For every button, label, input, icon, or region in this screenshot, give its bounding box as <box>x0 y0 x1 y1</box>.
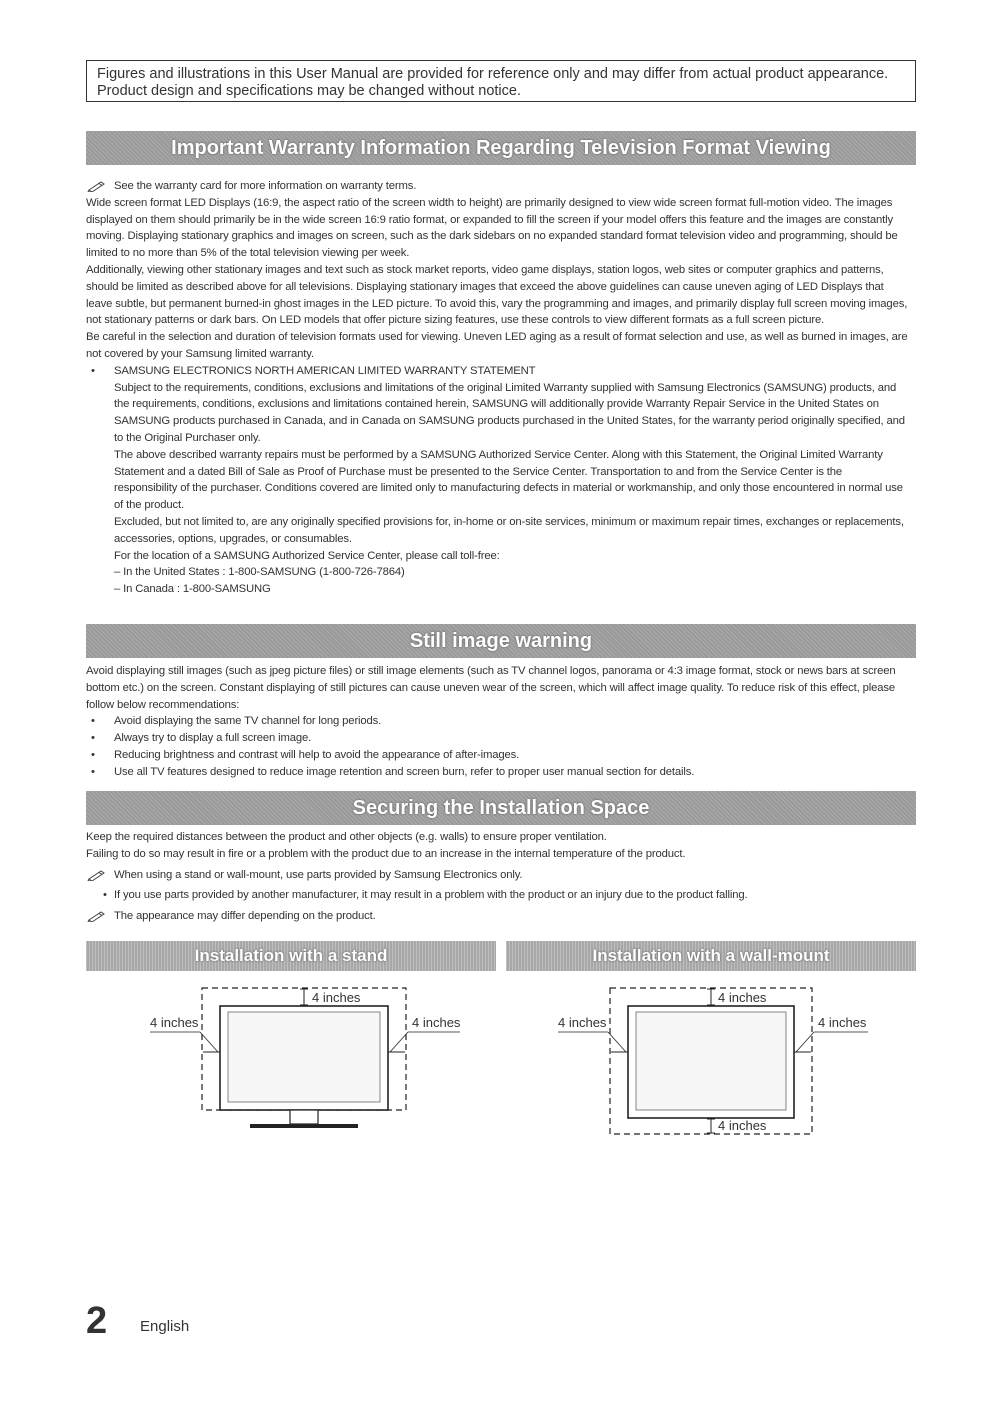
page-number: 2 <box>86 1300 108 1342</box>
still-bullet <box>86 730 908 747</box>
wall-bottom-label: 4 inches <box>718 1118 767 1133</box>
bullet-icon: • <box>91 748 95 761</box>
bullet-icon: • <box>91 765 95 778</box>
bullet-icon: • <box>91 364 95 377</box>
phone-canada: – In Canada : 1-800-SAMSUNG <box>114 583 271 596</box>
note-pencil-icon <box>87 180 107 192</box>
warranty-statement-3: Excluded, but not limited to, are any originally specified provisions for, in-home or on-site services, minimum or maximum repair times, exchanges or replacements, accessories, options, upgrades, or consumables. <box>114 515 904 545</box>
installation-note-2 <box>86 908 908 925</box>
still-image-para: Avoid displaying still images (such as jpeg picture files) or still image elements (such as TV channel logos, panorama or 4:3 image format, stock or news bars at screen bottom etc.) on the screen. Constant displaying of still pictures can cause uneven wear of the screen, which will affect image quality. To reduce risk of this effect, please follow below recommendations: <box>86 665 896 711</box>
stand-left-label: 4 inches <box>150 1015 199 1030</box>
installation-heading: Securing the Installation Space <box>86 791 916 825</box>
still-image-body <box>86 663 908 781</box>
wall-top-label: 4 inches <box>718 990 767 1005</box>
bullet-icon: • <box>103 889 107 902</box>
warranty-heading: Important Warranty Information Regarding Television Format Viewing <box>86 131 916 165</box>
still-bullet-text: Avoid displaying the same TV channel for long periods. <box>114 715 382 728</box>
tv-screen <box>228 1012 380 1102</box>
still-bullet <box>86 764 908 781</box>
installation-note-2-text: The appearance may differ depending on the product. <box>114 910 376 923</box>
disclaimer-box <box>86 60 916 102</box>
still-bullet <box>86 713 908 730</box>
wall-mount-diagram <box>550 980 890 1140</box>
stand-neck <box>290 1110 318 1124</box>
still-bullet-text: Reducing brightness and contrast will help to avoid the appearance of after-images. <box>114 748 520 761</box>
tv-screen <box>636 1012 786 1110</box>
warranty-statement-2: The above described warranty repairs must be performed by a SAMSUNG Authorized Service Center. Along with this Statement, the Original Limited Warranty Statement and a dated Bill of Sale as Proof of Purchase must be presented to the Service Center. Transportation to and from the Service Center is the responsibility of the purchaser. Conditions covered are limited only to manufacturing defects in material or workmanship, and only those encountered in normal use of the product. <box>114 448 903 512</box>
note-pencil-icon <box>87 910 107 922</box>
bullet-icon: • <box>91 732 95 745</box>
warranty-para-2: Additionally, viewing other stationary images and text such as stock market reports, video game displays, station logos, web sites or computer graphics and patterns, should be limited as described above for all televisions. Displaying stationary images that exceed the above guidelines can cause uneven aging of LED Displays that leave subtle, but permanent burned-in ghost images in the LED picture. To avoid this, vary the programming and images, and primarily display full screen moving images, not stationary patterns or dark bars. On LED models that offer picture sizing features, use these controls to view different formats as a full screen picture. <box>86 263 908 327</box>
installation-note-1-text: When using a stand or wall-mount, use parts provided by Samsung Electronics only. <box>114 868 523 881</box>
note-pencil-icon <box>87 869 107 881</box>
warranty-bullet-title: SAMSUNG ELECTRONICS NORTH AMERICAN LIMITED WARRANTY STATEMENT <box>114 364 536 377</box>
warranty-statement-1: Subject to the requirements, conditions, exclusions and limitations of the original Limited Warranty supplied with Samsung Electronics (SAMSUNG) products, and the requirements, conditions, exclusions and limitations contained herein, SAMSUNG will additionally provide Warranty Repair Service in the United States on SAMSUNG products purchased in Canada, and in Canada on SAMSUNG products purchased in the United States, for the warranty period originally specified, and to the Original Purchaser only. <box>114 381 905 444</box>
stand-heading: Installation with a stand <box>86 941 496 971</box>
installation-body <box>86 829 908 925</box>
stand-base <box>250 1124 358 1128</box>
stand-diagram <box>140 980 480 1140</box>
still-bullet-text: Always try to display a full screen image. <box>114 732 312 745</box>
still-bullet-text: Use all TV features designed to reduce image retention and screen burn, refer to proper user manual section for details. <box>114 765 695 778</box>
stand-right-label: 4 inches <box>412 1015 461 1030</box>
disclaimer-line-1: Figures and illustrations in this User Manual are provided for reference only and may differ from actual product appearance. <box>97 66 889 82</box>
disclaimer-line-2: Product design and specifications may be changed without notice. <box>97 83 521 99</box>
warranty-bullet <box>86 363 908 380</box>
still-bullet <box>86 747 908 764</box>
phone-us: – In the United States : 1-800-SAMSUNG (1-800-726-7864) <box>114 566 405 579</box>
page-language: English <box>140 1318 190 1335</box>
wall-mount-heading: Installation with a wall-mount <box>506 941 916 971</box>
bullet-icon: • <box>91 715 95 728</box>
warranty-para-3: Be careful in the selection and duration of television formats used for viewing. Uneven LED aging as a result of format selection and use, as well as burned in images, are not covered by your Samsung limited warranty. <box>86 331 908 360</box>
installation-line-1: Keep the required distances between the product and other objects (e.g. walls) to ensure proper ventilation. <box>86 831 607 843</box>
warranty-note-text: See the warranty card for more information on warranty terms. <box>114 180 417 192</box>
warranty-body <box>86 178 908 598</box>
installation-sub-bullet <box>86 887 908 904</box>
stand-top-label: 4 inches <box>312 990 361 1005</box>
wall-left-label: 4 inches <box>558 1015 607 1030</box>
installation-note-1 <box>86 867 908 884</box>
warranty-note <box>86 178 908 195</box>
wall-right-label: 4 inches <box>818 1015 867 1030</box>
installation-sub-bullet-text: If you use parts provided by another manufacturer, it may result in a problem with the product or an injury due to the product falling. <box>114 889 748 902</box>
warranty-statement-4: For the location of a SAMSUNG Authorized Service Center, please call toll-free: <box>114 549 500 562</box>
installation-line-2: Failing to do so may result in fire or a problem with the product due to an increase in the internal temperature of the product. <box>86 847 686 860</box>
warranty-para-1: Wide screen format LED Displays (16:9, the aspect ratio of the screen width to height) are primarily designed to view wide screen format full-motion video. The images displayed on them should primarily be in the wide screen 16:9 ratio format, or expanded to fill the screen if your model offers this feature and the images are constantly moving. Displaying stationary graphics and images on screen, such as the dark sidebars on no expanded standard format television video and programming, should be limited to no more than 5% of the total television viewing per week. <box>86 196 898 260</box>
still-image-heading: Still image warning <box>86 624 916 658</box>
